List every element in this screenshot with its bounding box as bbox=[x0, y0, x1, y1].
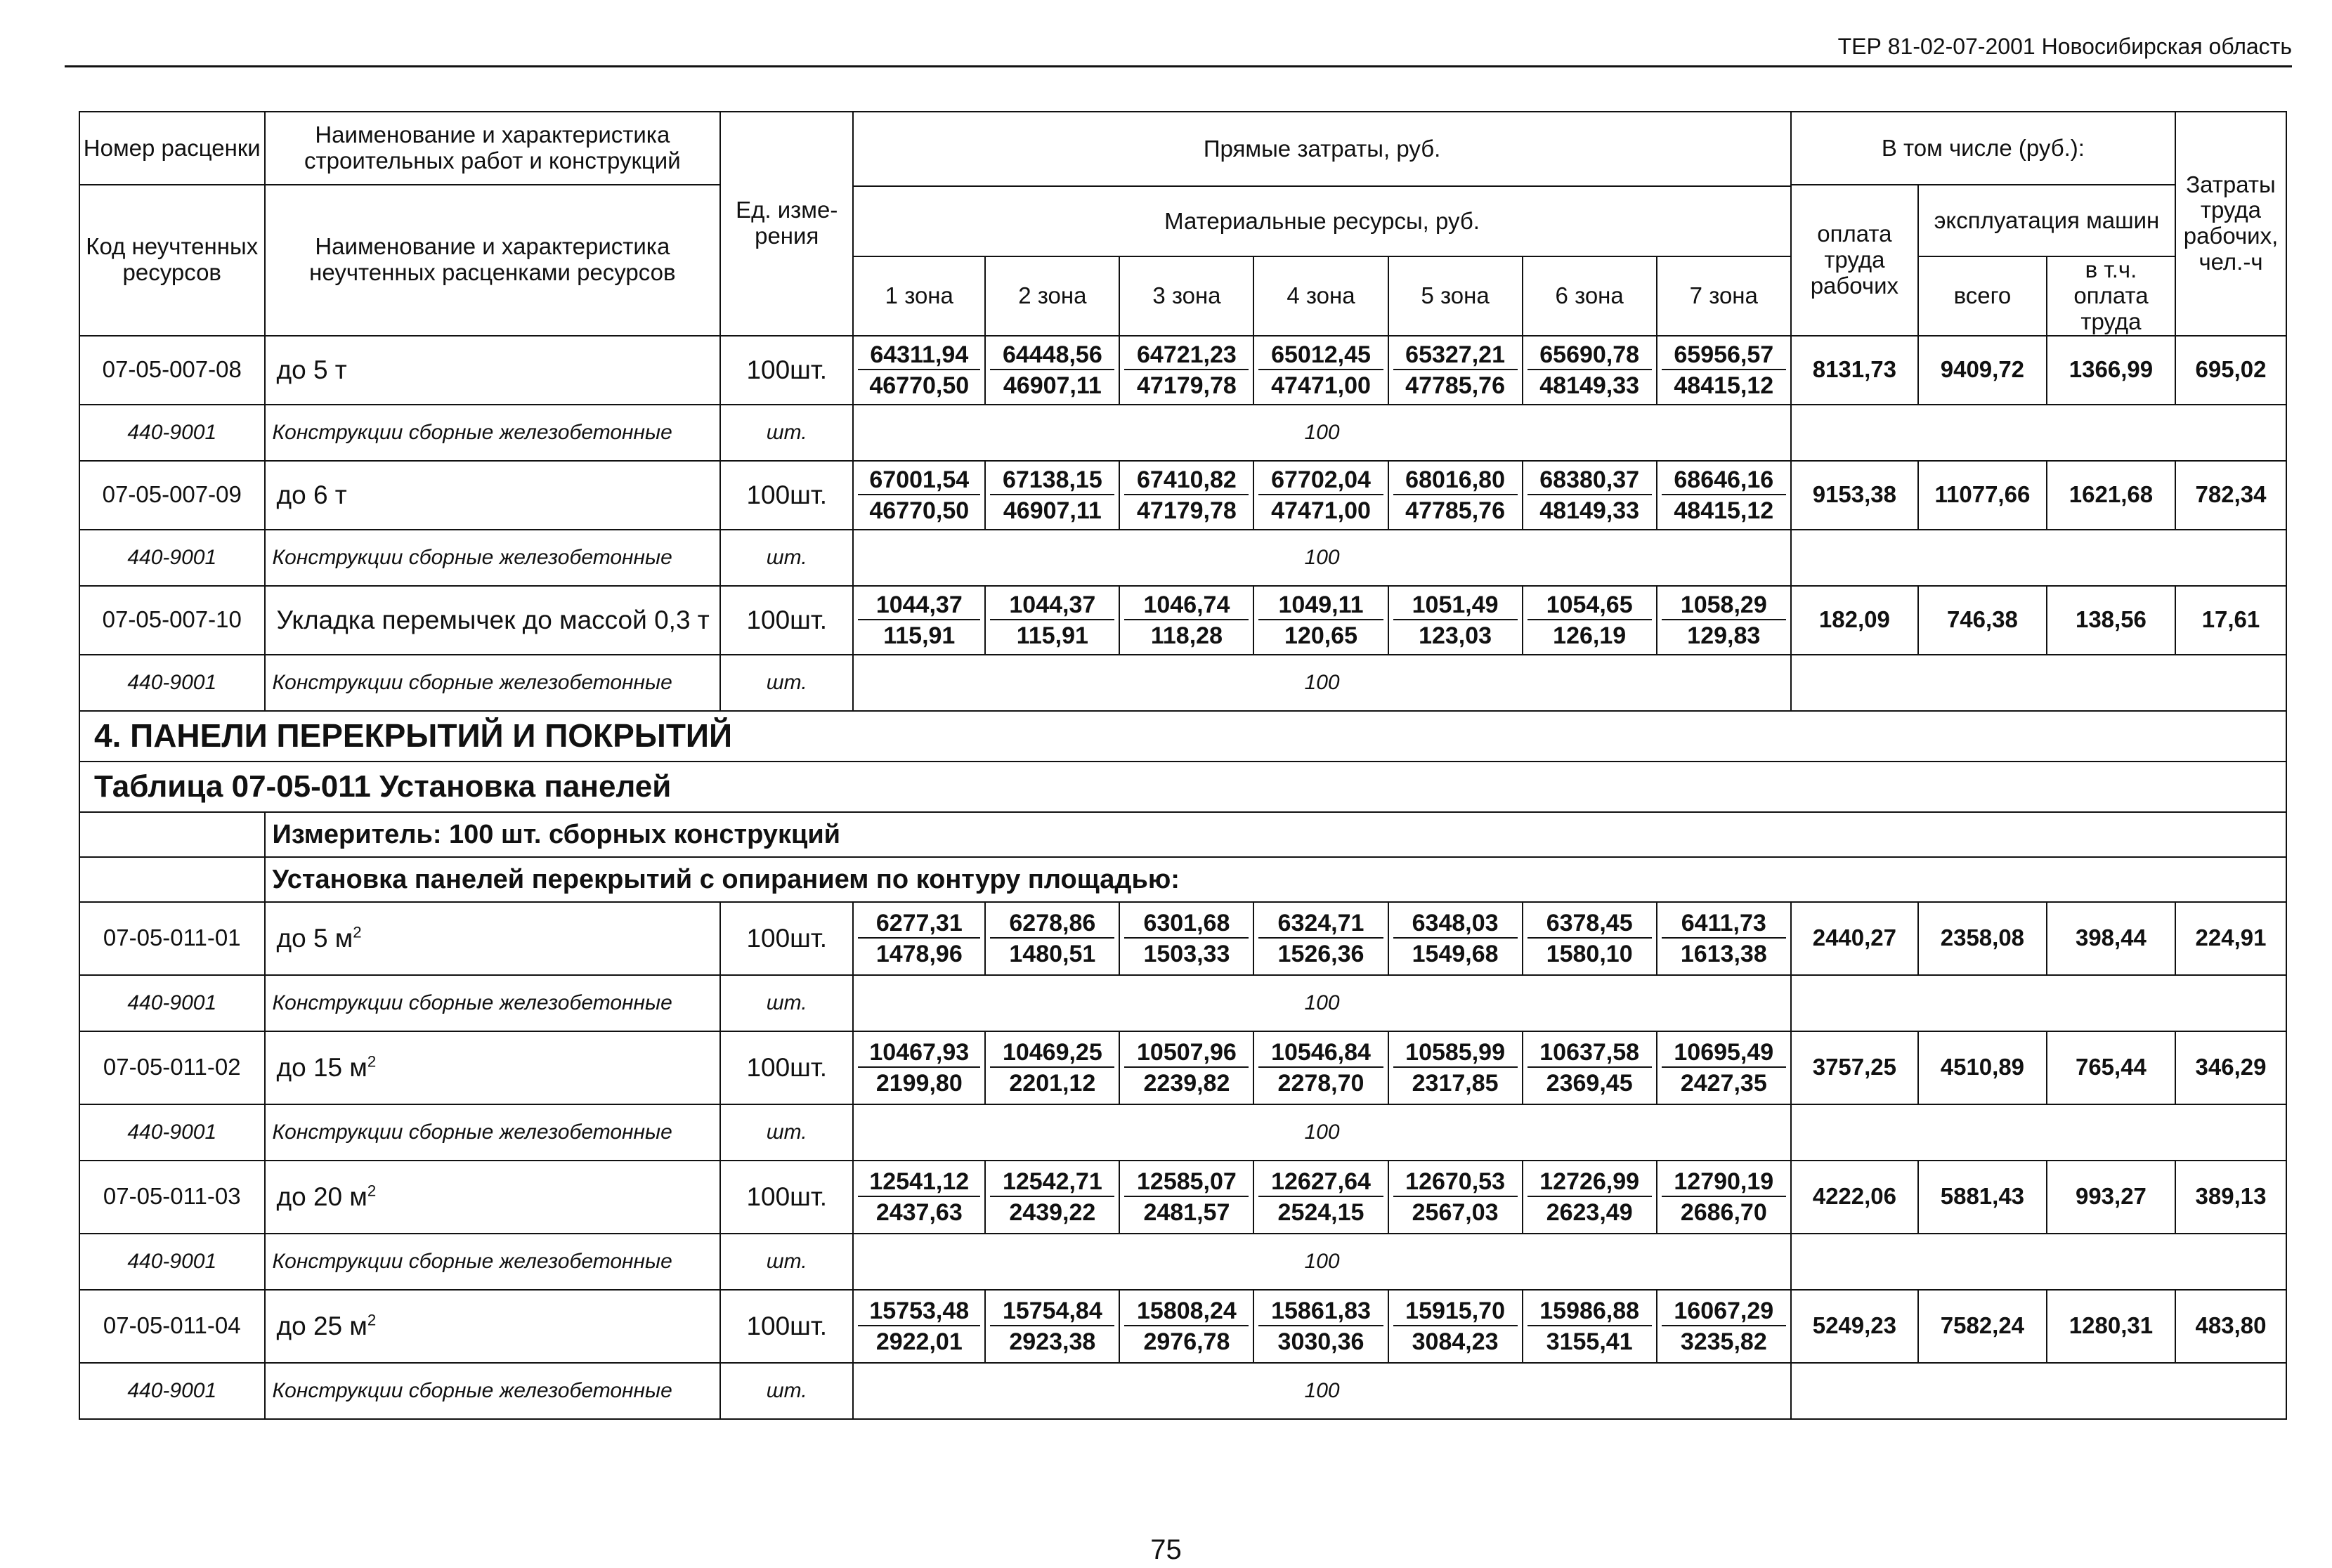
zone-price-cell bbox=[1119, 1031, 1253, 1104]
zone-price-cell bbox=[1253, 902, 1388, 975]
material-cost-value: 3155,41 bbox=[1546, 1328, 1633, 1355]
header-machine-operation: эксплуатация машин bbox=[1918, 185, 2175, 256]
material-cost-value: 48415,12 bbox=[1674, 497, 1774, 524]
rate-code: 07-05-011-04 bbox=[79, 1290, 265, 1363]
material-cost-value: 2567,03 bbox=[1412, 1198, 1499, 1226]
resource-empty-cell bbox=[1791, 655, 2286, 711]
zone-price-cell bbox=[1388, 1290, 1523, 1363]
rate-unit: 100шт. bbox=[720, 902, 853, 975]
material-resources-label: Материальные ресурсы, руб. bbox=[1164, 207, 1480, 234]
header-machine-total: всего bbox=[1918, 256, 2047, 336]
material-cost-value: 47785,76 bbox=[1405, 372, 1505, 399]
resource-code: 440-9001 bbox=[79, 975, 265, 1031]
zone-price-cell bbox=[853, 586, 985, 655]
resource-name: Конструкции сборные железобетонные bbox=[265, 975, 721, 1031]
resource-unit: шт. bbox=[720, 1363, 853, 1419]
header-zone-7: 7 зона bbox=[1657, 256, 1791, 336]
resource-row bbox=[79, 1234, 2286, 1290]
header-resource-code: Код неучтенных ресурсов bbox=[79, 185, 265, 336]
zone-price-cell bbox=[1253, 461, 1388, 530]
resource-unit: шт. bbox=[720, 405, 853, 461]
rate-name-text: до 6 т bbox=[276, 481, 347, 510]
material-cost-value: 3084,23 bbox=[1412, 1328, 1499, 1355]
header-machine-incl-pay: в т.ч. оплата труда bbox=[2047, 256, 2175, 336]
header-unit: Ед. изме- рения bbox=[720, 112, 853, 336]
resource-row bbox=[79, 1104, 2286, 1161]
direct-cost-value: 12670,53 bbox=[1393, 1168, 1518, 1197]
resource-empty-cell bbox=[1791, 530, 2286, 586]
direct-cost-value: 1051,49 bbox=[1393, 591, 1518, 620]
direct-cost-value: 12541,12 bbox=[858, 1168, 980, 1197]
resource-empty-cell bbox=[1791, 1234, 2286, 1290]
direct-cost-value: 67410,82 bbox=[1124, 466, 1249, 495]
direct-cost-value: 6348,03 bbox=[1393, 909, 1518, 939]
rate-mach-value: 4510,89 bbox=[1918, 1031, 2047, 1104]
resource-empty-cell bbox=[1791, 975, 2286, 1031]
rate-pay-value: 4222,06 bbox=[1791, 1161, 1918, 1234]
rate-unit: 100шт. bbox=[720, 1031, 853, 1104]
zone-price-cell bbox=[1119, 902, 1253, 975]
resource-empty-cell bbox=[1791, 405, 2286, 461]
rate-name-text: Укладка перемычек до массой 0,3 т bbox=[276, 606, 710, 635]
resource-unit: шт. bbox=[720, 1104, 853, 1161]
direct-cost-value: 16067,29 bbox=[1662, 1297, 1786, 1326]
zone-price-cell bbox=[1253, 1031, 1388, 1104]
resource-row bbox=[79, 1363, 2286, 1419]
material-cost-value: 2524,15 bbox=[1277, 1198, 1364, 1226]
material-cost-value: 46907,11 bbox=[1003, 497, 1102, 524]
document-title: ТЕР 81-02-07-2001 Новосибирская область bbox=[1837, 34, 2292, 59]
rate-pay-value: 9153,38 bbox=[1791, 461, 1918, 530]
rate-pay-value: 182,09 bbox=[1791, 586, 1918, 655]
rate-row bbox=[79, 1290, 2286, 1363]
zone-price-cell bbox=[853, 1031, 985, 1104]
direct-cost-value: 12627,64 bbox=[1258, 1168, 1383, 1197]
rate-pay-value: 5249,23 bbox=[1791, 1290, 1918, 1363]
zone-price-cell bbox=[1657, 461, 1791, 530]
material-cost-value: 2317,85 bbox=[1412, 1069, 1499, 1097]
rate-unit: 100шт. bbox=[720, 586, 853, 655]
direct-cost-value: 15861,83 bbox=[1258, 1297, 1383, 1326]
page-number: 75 bbox=[1150, 1534, 1182, 1565]
zone-price-cell bbox=[1388, 1161, 1523, 1234]
resource-qty: 100 bbox=[853, 405, 1791, 461]
resource-row bbox=[79, 655, 2286, 711]
direct-cost-value: 6411,73 bbox=[1662, 909, 1786, 939]
direct-cost-value: 1046,74 bbox=[1124, 591, 1249, 620]
rate-labor-value: 224,91 bbox=[2175, 902, 2286, 975]
zone-price-cell bbox=[1388, 1031, 1523, 1104]
header-zone-5: 5 зона bbox=[1388, 256, 1523, 336]
subheading-empty-cell bbox=[79, 857, 265, 902]
material-cost-value: 2623,49 bbox=[1546, 1198, 1633, 1226]
meter-text: Измеритель: 100 шт. сборных конструкций bbox=[265, 812, 2287, 857]
zone-price-cell bbox=[1657, 1161, 1791, 1234]
rate-mach-pay-value: 1621,68 bbox=[2047, 461, 2175, 530]
rate-unit: 100шт. bbox=[720, 1290, 853, 1363]
rate-mach-value: 9409,72 bbox=[1918, 336, 2047, 405]
zone-price-cell bbox=[1119, 461, 1253, 530]
rate-labor-value: 17,61 bbox=[2175, 586, 2286, 655]
zone-price-cell bbox=[1523, 1161, 1657, 1234]
zone-price-cell bbox=[1657, 1290, 1791, 1363]
material-cost-value: 115,91 bbox=[1016, 622, 1088, 649]
rate-code: 07-05-007-10 bbox=[79, 586, 265, 655]
direct-cost-value: 12726,99 bbox=[1527, 1168, 1652, 1197]
resource-qty: 100 bbox=[853, 530, 1791, 586]
rate-name bbox=[265, 461, 721, 530]
rate-mach-value: 11077,66 bbox=[1918, 461, 2047, 530]
material-cost-value: 48149,33 bbox=[1539, 372, 1640, 399]
rate-pay-value: 2440,27 bbox=[1791, 902, 1918, 975]
rate-row bbox=[79, 586, 2286, 655]
direct-cost-value: 64721,23 bbox=[1124, 341, 1249, 370]
rate-name bbox=[265, 1161, 721, 1234]
resource-unit: шт. bbox=[720, 655, 853, 711]
material-cost-value: 1478,96 bbox=[875, 940, 963, 967]
material-cost-value: 1580,10 bbox=[1546, 940, 1633, 967]
direct-cost-value: 10546,84 bbox=[1258, 1038, 1383, 1068]
resource-qty: 100 bbox=[853, 1234, 1791, 1290]
rate-mach-value: 746,38 bbox=[1918, 586, 2047, 655]
material-cost-value: 48149,33 bbox=[1539, 497, 1640, 524]
zone-price-cell bbox=[1388, 586, 1523, 655]
material-cost-value: 47471,00 bbox=[1271, 372, 1371, 399]
zone-price-cell bbox=[985, 1290, 1119, 1363]
rate-labor-value: 695,02 bbox=[2175, 336, 2286, 405]
resource-name: Конструкции сборные железобетонные bbox=[265, 530, 721, 586]
material-cost-value: 129,83 bbox=[1687, 622, 1761, 649]
material-cost-value: 2369,45 bbox=[1546, 1069, 1633, 1097]
material-cost-value: 2201,12 bbox=[1009, 1069, 1096, 1097]
material-cost-value: 2239,82 bbox=[1143, 1069, 1230, 1097]
zone-price-cell bbox=[1119, 586, 1253, 655]
resource-name: Конструкции сборные железобетонные bbox=[265, 1104, 721, 1161]
header-direct-costs bbox=[853, 112, 1791, 256]
meter-row bbox=[79, 812, 2286, 857]
rate-mach-pay-value: 138,56 bbox=[2047, 586, 2175, 655]
rate-pay-value: 3757,25 bbox=[1791, 1031, 1918, 1104]
material-cost-value: 47179,78 bbox=[1137, 497, 1237, 524]
rate-name-superscript: 2 bbox=[367, 1182, 377, 1200]
header-labor-costs: Затраты труда рабочих, чел.-ч bbox=[2175, 112, 2286, 336]
direct-cost-value: 6324,71 bbox=[1258, 909, 1383, 939]
rate-name-text: до 5 м bbox=[276, 924, 353, 953]
rate-labor-value: 483,80 bbox=[2175, 1290, 2286, 1363]
zone-price-cell bbox=[1253, 336, 1388, 405]
header-zone-2: 2 зона bbox=[985, 256, 1119, 336]
rate-name-superscript: 2 bbox=[367, 1052, 377, 1071]
zone-price-cell bbox=[1523, 336, 1657, 405]
resource-code: 440-9001 bbox=[79, 655, 265, 711]
zone-price-cell bbox=[853, 461, 985, 530]
header-zone-6: 6 зона bbox=[1523, 256, 1657, 336]
zone-price-cell bbox=[1119, 1290, 1253, 1363]
direct-cost-value: 1044,37 bbox=[858, 591, 980, 620]
direct-cost-value: 15808,24 bbox=[1124, 1297, 1249, 1326]
rate-row bbox=[79, 1161, 2286, 1234]
resource-row bbox=[79, 975, 2286, 1031]
direct-cost-value: 15915,70 bbox=[1393, 1297, 1518, 1326]
rate-labor-value: 782,34 bbox=[2175, 461, 2286, 530]
direct-cost-value: 15754,84 bbox=[990, 1297, 1114, 1326]
direct-cost-value: 12542,71 bbox=[990, 1168, 1114, 1197]
rate-name-text: до 15 м bbox=[276, 1053, 367, 1083]
material-cost-value: 2922,01 bbox=[875, 1328, 963, 1355]
header-zone-4: 4 зона bbox=[1253, 256, 1388, 336]
direct-cost-value: 65690,78 bbox=[1527, 341, 1652, 370]
direct-cost-value: 10695,49 bbox=[1662, 1038, 1786, 1068]
direct-cost-value: 15986,88 bbox=[1527, 1297, 1652, 1326]
direct-cost-value: 6378,45 bbox=[1527, 909, 1652, 939]
zone-price-cell bbox=[1657, 1031, 1791, 1104]
zone-price-cell bbox=[985, 1161, 1119, 1234]
rate-row bbox=[79, 461, 2286, 530]
rate-code: 07-05-011-01 bbox=[79, 902, 265, 975]
material-cost-value: 120,65 bbox=[1284, 622, 1357, 649]
rate-name bbox=[265, 902, 721, 975]
table-title: Таблица 07-05-011 Установка панелей bbox=[79, 762, 2286, 812]
direct-cost-value: 65012,45 bbox=[1258, 341, 1383, 370]
resource-qty: 100 bbox=[853, 975, 1791, 1031]
resource-code: 440-9001 bbox=[79, 1234, 265, 1290]
zone-price-cell bbox=[1388, 902, 1523, 975]
rate-name bbox=[265, 1031, 721, 1104]
zone-price-cell bbox=[853, 336, 985, 405]
section-row bbox=[79, 711, 2286, 762]
rate-code: 07-05-007-09 bbox=[79, 461, 265, 530]
direct-cost-value: 10585,99 bbox=[1393, 1038, 1518, 1068]
direct-cost-value: 15753,48 bbox=[858, 1297, 980, 1326]
resource-name: Конструкции сборные железобетонные bbox=[265, 1363, 721, 1419]
resource-empty-cell bbox=[1791, 1104, 2286, 1161]
resource-unit: шт. bbox=[720, 1234, 853, 1290]
rate-mach-pay-value: 993,27 bbox=[2047, 1161, 2175, 1234]
resource-qty: 100 bbox=[853, 1363, 1791, 1419]
zone-price-cell bbox=[1523, 586, 1657, 655]
rate-labor-value: 389,13 bbox=[2175, 1161, 2286, 1234]
rate-mach-value: 7582,24 bbox=[1918, 1290, 2047, 1363]
material-cost-value: 2427,35 bbox=[1680, 1069, 1767, 1097]
zone-price-cell bbox=[1657, 336, 1791, 405]
material-cost-value: 2686,70 bbox=[1680, 1198, 1767, 1226]
rate-name-text: до 20 м bbox=[276, 1182, 367, 1212]
rate-row bbox=[79, 902, 2286, 975]
rate-row bbox=[79, 1031, 2286, 1104]
direct-cost-value: 6301,68 bbox=[1124, 909, 1249, 939]
material-cost-value: 2278,70 bbox=[1277, 1069, 1364, 1097]
material-cost-value: 47471,00 bbox=[1271, 497, 1371, 524]
direct-cost-value: 10467,93 bbox=[858, 1038, 980, 1068]
zone-price-cell bbox=[1253, 1161, 1388, 1234]
zone-price-cell bbox=[1253, 1290, 1388, 1363]
rate-mach-value: 5881,43 bbox=[1918, 1161, 2047, 1234]
rate-mach-pay-value: 398,44 bbox=[2047, 902, 2175, 975]
header-zone-3: 3 зона bbox=[1119, 256, 1253, 336]
page-header bbox=[65, 34, 2292, 67]
resource-qty: 100 bbox=[853, 655, 1791, 711]
meter-empty-cell bbox=[79, 812, 265, 857]
material-cost-value: 123,03 bbox=[1419, 622, 1492, 649]
material-cost-value: 3030,36 bbox=[1277, 1328, 1364, 1355]
direct-cost-value: 64311,94 bbox=[858, 341, 980, 370]
header-including: В том числе (руб.): bbox=[1791, 112, 2175, 185]
direct-cost-value: 1054,65 bbox=[1527, 591, 1652, 620]
rate-code: 07-05-011-02 bbox=[79, 1031, 265, 1104]
direct-costs-label: Прямые затраты, руб. bbox=[854, 112, 1790, 187]
resource-empty-cell bbox=[1791, 1363, 2286, 1419]
rate-code: 07-05-011-03 bbox=[79, 1161, 265, 1234]
subheading-text: Установка панелей перекрытий с опиранием по контуру площадью: bbox=[265, 857, 2287, 902]
direct-cost-value: 65956,57 bbox=[1662, 341, 1786, 370]
zone-price-cell bbox=[1388, 336, 1523, 405]
resource-code: 440-9001 bbox=[79, 1104, 265, 1161]
rate-mach-pay-value: 1366,99 bbox=[2047, 336, 2175, 405]
direct-cost-value: 64448,56 bbox=[990, 341, 1114, 370]
material-cost-value: 1549,68 bbox=[1412, 940, 1499, 967]
zone-price-cell bbox=[1523, 1031, 1657, 1104]
direct-cost-value: 67138,15 bbox=[990, 466, 1114, 495]
resource-row bbox=[79, 530, 2286, 586]
header-worker-pay: оплата труда рабочих bbox=[1791, 185, 1918, 336]
material-cost-value: 1613,38 bbox=[1680, 940, 1767, 967]
rate-name-text: до 5 т bbox=[276, 355, 347, 385]
header-rate-number: Номер расценки bbox=[79, 112, 265, 185]
material-cost-value: 46770,50 bbox=[869, 497, 970, 524]
rate-mach-pay-value: 765,44 bbox=[2047, 1031, 2175, 1104]
zone-price-cell bbox=[1119, 1161, 1253, 1234]
zone-price-cell bbox=[1657, 902, 1791, 975]
rate-name-text: до 25 м bbox=[276, 1312, 367, 1341]
direct-cost-value: 10507,96 bbox=[1124, 1038, 1249, 1068]
zone-price-cell bbox=[1523, 902, 1657, 975]
rate-pay-value: 8131,73 bbox=[1791, 336, 1918, 405]
section-title: 4. ПАНЕЛИ ПЕРЕКРЫТИЙ И ПОКРЫТИЙ bbox=[79, 711, 2286, 762]
direct-cost-value: 12585,07 bbox=[1124, 1168, 1249, 1197]
material-cost-value: 115,91 bbox=[883, 622, 956, 649]
zone-price-cell bbox=[985, 461, 1119, 530]
direct-cost-value: 67001,54 bbox=[858, 466, 980, 495]
material-cost-value: 3235,82 bbox=[1680, 1328, 1767, 1355]
zone-price-cell bbox=[985, 336, 1119, 405]
material-cost-value: 2199,80 bbox=[875, 1069, 963, 1097]
material-cost-value: 2481,57 bbox=[1143, 1198, 1230, 1226]
rate-mach-value: 2358,08 bbox=[1918, 902, 2047, 975]
header-resource-name: Наименование и характеристика неучтенных расценками ресурсов bbox=[265, 185, 721, 336]
direct-cost-value: 65327,21 bbox=[1393, 341, 1518, 370]
resource-code: 440-9001 bbox=[79, 1363, 265, 1419]
direct-cost-value: 68016,80 bbox=[1393, 466, 1518, 495]
material-cost-value: 2439,22 bbox=[1009, 1198, 1096, 1226]
zone-price-cell bbox=[853, 1290, 985, 1363]
material-cost-value: 2923,38 bbox=[1009, 1328, 1096, 1355]
material-cost-value: 1480,51 bbox=[1009, 940, 1096, 967]
material-cost-value: 48415,12 bbox=[1674, 372, 1774, 399]
rate-code: 07-05-007-08 bbox=[79, 336, 265, 405]
rate-unit: 100шт. bbox=[720, 336, 853, 405]
zone-price-cell bbox=[853, 1161, 985, 1234]
resource-name: Конструкции сборные железобетонные bbox=[265, 655, 721, 711]
resource-code: 440-9001 bbox=[79, 405, 265, 461]
zone-price-cell bbox=[1253, 586, 1388, 655]
resource-code: 440-9001 bbox=[79, 530, 265, 586]
material-cost-value: 46907,11 bbox=[1003, 372, 1102, 399]
zone-price-cell bbox=[1523, 461, 1657, 530]
header-row-1 bbox=[79, 112, 2286, 185]
material-cost-value: 2437,63 bbox=[875, 1198, 963, 1226]
direct-cost-value: 12790,19 bbox=[1662, 1168, 1786, 1197]
zone-price-cell bbox=[985, 586, 1119, 655]
resource-name: Конструкции сборные железобетонные bbox=[265, 1234, 721, 1290]
material-cost-value: 47179,78 bbox=[1137, 372, 1237, 399]
rate-unit: 100шт. bbox=[720, 461, 853, 530]
rate-name-superscript: 2 bbox=[353, 923, 362, 941]
header-work-name: Наименование и характеристика строительных работ и конструкций bbox=[265, 112, 721, 185]
direct-cost-value: 6278,86 bbox=[990, 909, 1114, 939]
direct-cost-value: 67702,04 bbox=[1258, 466, 1383, 495]
direct-cost-value: 1058,29 bbox=[1662, 591, 1786, 620]
rates-table bbox=[79, 111, 2287, 1420]
material-cost-value: 46770,50 bbox=[869, 372, 970, 399]
direct-cost-value: 68380,37 bbox=[1527, 466, 1652, 495]
zone-price-cell bbox=[853, 902, 985, 975]
resource-unit: шт. bbox=[720, 975, 853, 1031]
direct-cost-value: 1049,11 bbox=[1258, 591, 1383, 620]
zone-price-cell bbox=[1119, 336, 1253, 405]
rate-row bbox=[79, 336, 2286, 405]
direct-cost-value: 1044,37 bbox=[990, 591, 1114, 620]
direct-cost-value: 10469,25 bbox=[990, 1038, 1114, 1068]
material-cost-value: 1503,33 bbox=[1143, 940, 1230, 967]
rate-mach-pay-value: 1280,31 bbox=[2047, 1290, 2175, 1363]
resource-row bbox=[79, 405, 2286, 461]
header-zone-1: 1 зона bbox=[853, 256, 985, 336]
rate-labor-value: 346,29 bbox=[2175, 1031, 2286, 1104]
subheading-row bbox=[79, 857, 2286, 902]
rate-name bbox=[265, 336, 721, 405]
zone-price-cell bbox=[1523, 1290, 1657, 1363]
material-cost-value: 126,19 bbox=[1553, 622, 1627, 649]
material-cost-value: 2976,78 bbox=[1143, 1328, 1230, 1355]
direct-cost-value: 6277,31 bbox=[858, 909, 980, 939]
resource-qty: 100 bbox=[853, 1104, 1791, 1161]
direct-cost-value: 68646,16 bbox=[1662, 466, 1786, 495]
zone-price-cell bbox=[985, 902, 1119, 975]
zone-price-cell bbox=[1388, 461, 1523, 530]
resource-unit: шт. bbox=[720, 530, 853, 586]
material-cost-value: 47785,76 bbox=[1405, 497, 1505, 524]
material-cost-value: 118,28 bbox=[1150, 622, 1223, 649]
rate-name bbox=[265, 1290, 721, 1363]
rate-name bbox=[265, 586, 721, 655]
table-title-row bbox=[79, 762, 2286, 812]
rate-name-superscript: 2 bbox=[367, 1311, 377, 1329]
resource-name: Конструкции сборные железобетонные bbox=[265, 405, 721, 461]
material-cost-value: 1526,36 bbox=[1277, 940, 1364, 967]
zone-price-cell bbox=[985, 1031, 1119, 1104]
rate-unit: 100шт. bbox=[720, 1161, 853, 1234]
zone-price-cell bbox=[1657, 586, 1791, 655]
direct-cost-value: 10637,58 bbox=[1527, 1038, 1652, 1068]
